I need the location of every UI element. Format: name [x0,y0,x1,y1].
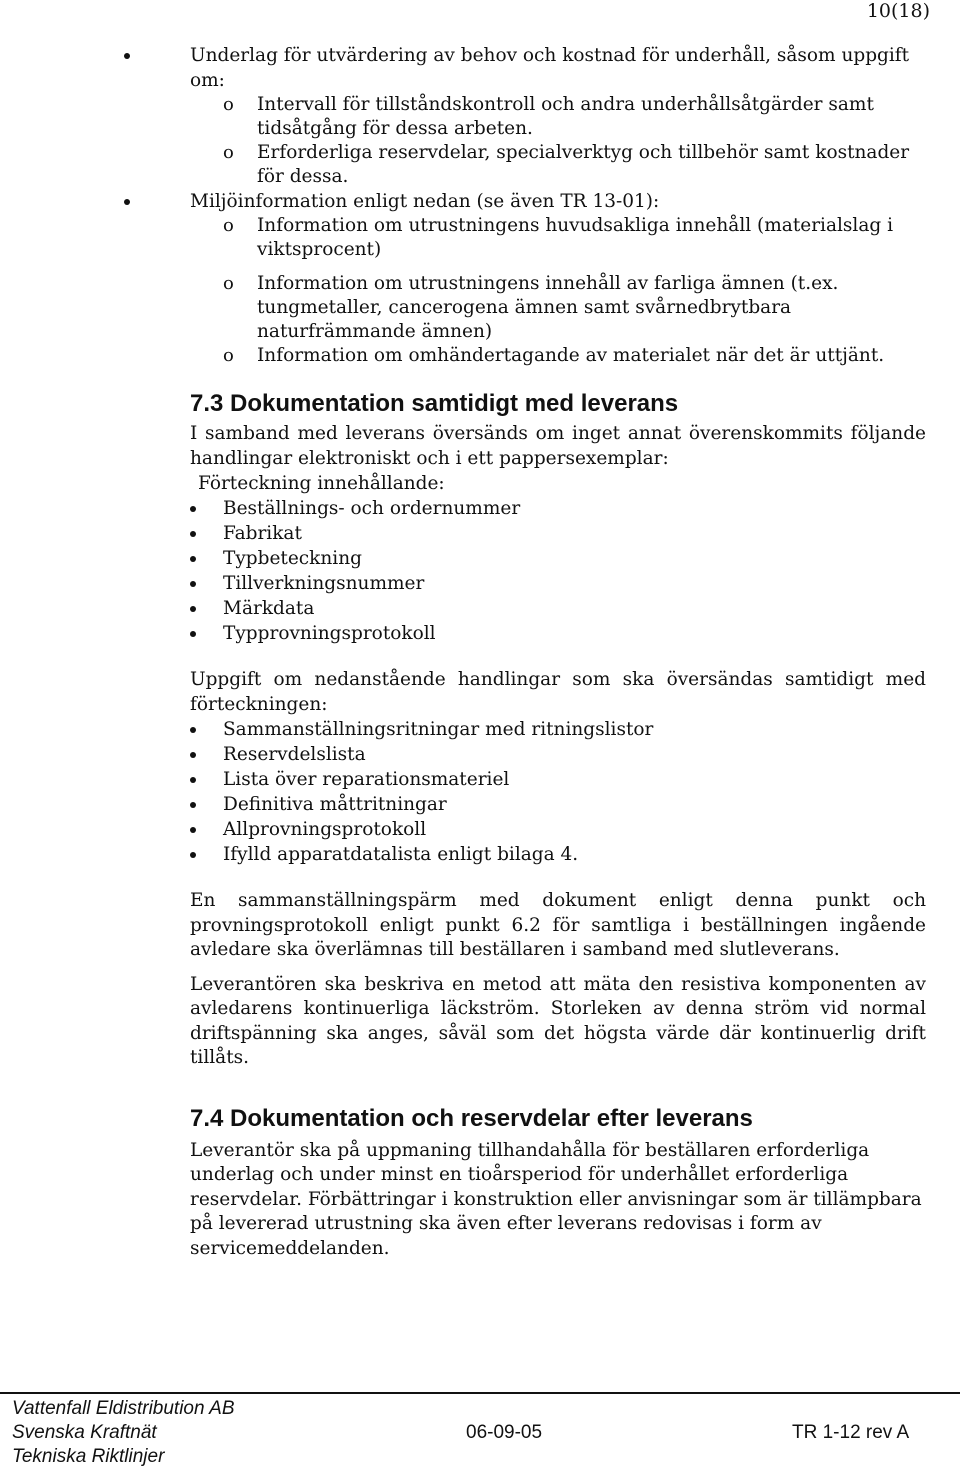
list-item: Reservdelslista [223,742,926,767]
sub-list-item: o Information om utrustningens huvudsakliga innehåll (materialslag i viktsprocent) [257,214,926,262]
list-item-text: Miljöinformation enligt nedan (se även TR 13-01): [190,191,660,212]
list-item: Definitiva måttritningar [223,792,926,817]
list-title: Förteckning innehållande: [198,473,445,494]
sub-list-item: o Information om utrustningens innehåll av farliga ämnen (t.ex. tungmetaller, cancerogena ämnen samt svårnedbrytbara naturfrämmande ämnen) [257,272,926,344]
sub-list [257,214,926,368]
list-item: Lista över reparationsmateriel [223,767,926,792]
sub-list [257,93,926,189]
document-body [190,43,926,1261]
documents-paragraph: Uppgift om nedanstående handlingar som ska översändas samtidigt med förteckningen: [190,669,926,715]
list-item: Fabrikat [223,521,926,546]
footer-company: Vattenfall Eldistribution AB [12,1398,235,1419]
contents-list [223,496,926,646]
sub-list-item: o Information om omhändertagande av materialet när det är uttjänt. [257,344,926,368]
footer-date: 06-09-05 [466,1422,543,1443]
list-item: Allprovningsprotokoll [223,817,926,842]
spare-parts-paragraph: Leverantör ska på uppmaning tillhandahålla för beställaren erforderliga underlag och under minst en tioårsperiod för underhållet erforderliga reservdelar. Förbättringar i konstruktion eller anvisningar som är tillämpbara på levererad utrustning ska även efter leverans redovisas i form av servicemeddelanden. [190,1139,922,1259]
page-footer [0,1392,960,1469]
list-item: Typprovningsprotokoll [223,621,926,646]
page-number: 10(18) [866,0,930,22]
footer-company: Tekniska Riktlinjer [12,1446,165,1467]
list-item: Tillverkningsnummer [223,571,926,596]
list-item: Typbeteckning [223,546,926,571]
binder-paragraph: En sammanställningspärm med dokument enligt denna punkt och provningsprotokoll enligt punkt 6.2 för samtliga i beställningen ingående avledare ska överlämnas till beställaren i samband med slutleverans. [190,890,926,960]
list-item: Märkdata [223,596,926,621]
documents-list [223,717,926,867]
sub-list-item: o Erforderliga reservdelar, specialverktyg och tillbehör samt kostnader för dessa. [257,141,926,189]
list-item [157,43,926,189]
section-intro: I samband med leverans översänds om inget annat överenskommits följande handlingar elektroniskt och i ett pappersexemplar: [190,423,926,469]
sub-list-item: o Intervall för tillståndskontroll och andra underhållsåtgärder samt tidsåtgång för dessa arbeten. [257,93,926,141]
section-heading-7-4: 7.4 Dokumentation och reservdelar efter leverans [190,1104,753,1132]
section-heading-7-3: 7.3 Dokumentation samtidigt med leverans [190,390,679,417]
list-item [157,189,926,368]
footer-company: Svenska Kraftnät [12,1422,157,1443]
list-item: Ifylld apparatdatalista enligt bilaga 4. [223,842,926,867]
list-item: Beställnings- och ordernummer [223,496,926,521]
list-item-text: Underlag för utvärdering av behov och kostnad för underhåll, såsom uppgift om: [190,45,910,91]
list-item: Sammanställningsritningar med ritningslistor [223,717,926,742]
requirements-list [157,43,926,368]
leakage-paragraph: Leverantören ska beskriva en metod att mäta den resistiva komponenten av avledarens kontinuerliga läckström. Storleken av denna ström vid normal driftspänning ska anges, såväl som det högsta värde där kontinuerlig drift tillåts. [190,973,926,1068]
footer-doc-id: TR 1-12 rev A [792,1422,910,1443]
